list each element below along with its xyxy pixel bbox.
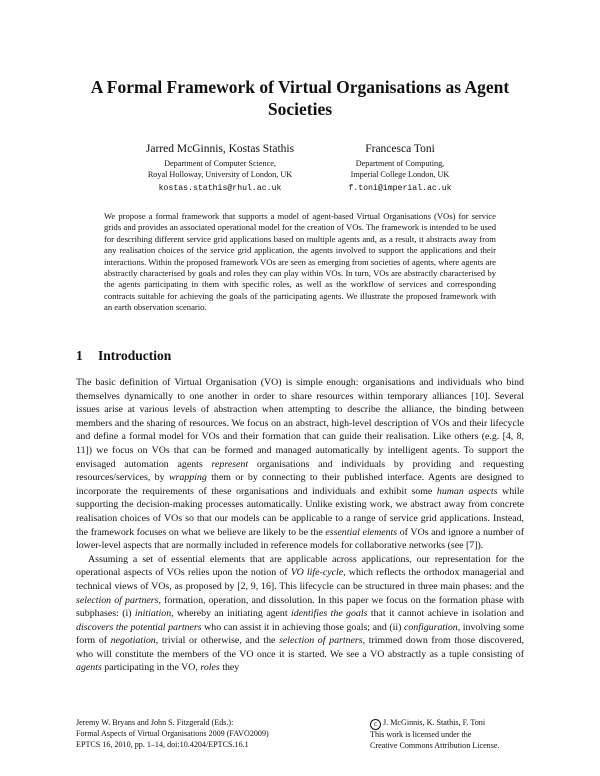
abstract: We propose a formal framework that supports a model of agent-based Virtual Organisations (VOs) for service grids and provides an associated operational model for the creation of VOs. The framework is intended to be used for describing different service grid applications based on multiple agents and, as a result, it abstracts away from any realisation choices of the service grid application, the agents involved to support the applications and their interactions. Within the proposed framework VOs are seen as emerging from societies of agents, where agents are abstractly characterised by goals and roles they can play within VOs. In turn, VOs are abstractly characterised by the agents participating in them with specific roles, as well as the workflow of services and corresponding contracts suitable for achieving the goals of the participating agents. We illustrate the proposed framework with an earth observation scenario. [104, 211, 496, 313]
affiliation-line: Royal Holloway, University of London, UK [147, 169, 293, 179]
footer-line: c J. McGinnis, K. Stathis, F. Toni [370, 718, 540, 730]
footer-citation [76, 718, 336, 750]
author-block-2 [320, 142, 480, 194]
author-email: kostas.stathis@rhul.ac.uk [158, 184, 282, 193]
author-affiliation [120, 159, 320, 180]
author-block-1 [120, 142, 320, 194]
affiliation-line: Department of Computer Science, [164, 159, 276, 168]
author-affiliation [320, 159, 480, 180]
paragraph: The basic definition of Virtual Organisation (VO) is simple enough: organisations and individuals who bind themselves dynamically to one another in order to share resources within temporary alliances [10]. Several issues arise at various levels of abstraction when attempting to describe the alliance, the binding between members and the sharing of resources. We focus on an abstract, high-level description of VOs and their lifecycle and define a formal model for VOs and their formation that can guide their realisation. Like others (e.g. [4, 8, 11]) we focus on VOs that can be formed and managed automatically by intelligent agents. To support the envisaged automation agents represent organisations and individuals by providing and requesting resources/services, by wrapping them or by connecting to their published interface. Agents are designed to incorporate the requirements of these organisations and individuals and exhibit some human aspects while supporting the decision-making processes automatically. Unlike existing work, we abstract away from concrete realisation choices of VOs so that our models can be applicable to a range of service grid applications. Instead, the framework focuses on what we believe are likely to be the essential elements of VOs and ignore a number of lower-level aspects that are normally included in reference models for collaborative networks (see [7]). [76, 377, 524, 552]
footer-line: This work is licensed under the [370, 730, 472, 739]
footer-line: EPTCS 16, 2010, pp. 1–14, doi:10.4204/EPTCS.16.1 [76, 739, 249, 749]
paragraph: Assuming a set of essential elements that are applicable across applications, our representation for the operational aspects of VOs relies upon the notion of VO life-cycle, which reflects the orthodox managerial and technical views of VOs, as proposed by [2, 9, 16]. This lifecycle can be structured in three main phases: and the selection of partners, formation, operation, and dissolution. In this paper we focus on the formation phase with subphases: (i) initiation, whereby an initiating agent identifies the goals that it cannot achieve in isolation and discovers the potential partners who can assist it in achieving those goals; and (ii) configuration, involving some form of negotiation, trivial or otherwise, and the selection of partners, trimmed down from those discovered, who will constitute the members of the VO once it is started. We see a VO abstractly as a tuple consisting of agents participating in the VO, roles they [76, 553, 525, 674]
section-heading [76, 348, 171, 364]
affiliation-line: Imperial College London, UK [350, 169, 450, 179]
footer-line: Formal Aspects of Virtual Organisations 2009 (FAVO2009) [76, 728, 269, 738]
paper-title: A Formal Framework of Virtual Organisations as Agent Societies [90, 77, 510, 119]
copyright-icon: c [370, 719, 381, 730]
affiliation-line: Department of Computing, [355, 159, 445, 168]
section-title: Introduction [98, 348, 172, 363]
section-number: 1 [76, 348, 83, 363]
body-text [76, 376, 524, 675]
footer-line: Jeremy W. Bryans and John S. Fitzgerald (Eds.): [76, 718, 234, 727]
author-names: Jarred McGinnis, Kostas Stathis [145, 143, 295, 155]
footer-line: Creative Commons Attribution License. [370, 740, 500, 750]
footer-license [370, 718, 540, 752]
author-names: Francesca Toni [365, 143, 435, 155]
author-email: f.toni@imperial.ac.uk [348, 184, 452, 193]
